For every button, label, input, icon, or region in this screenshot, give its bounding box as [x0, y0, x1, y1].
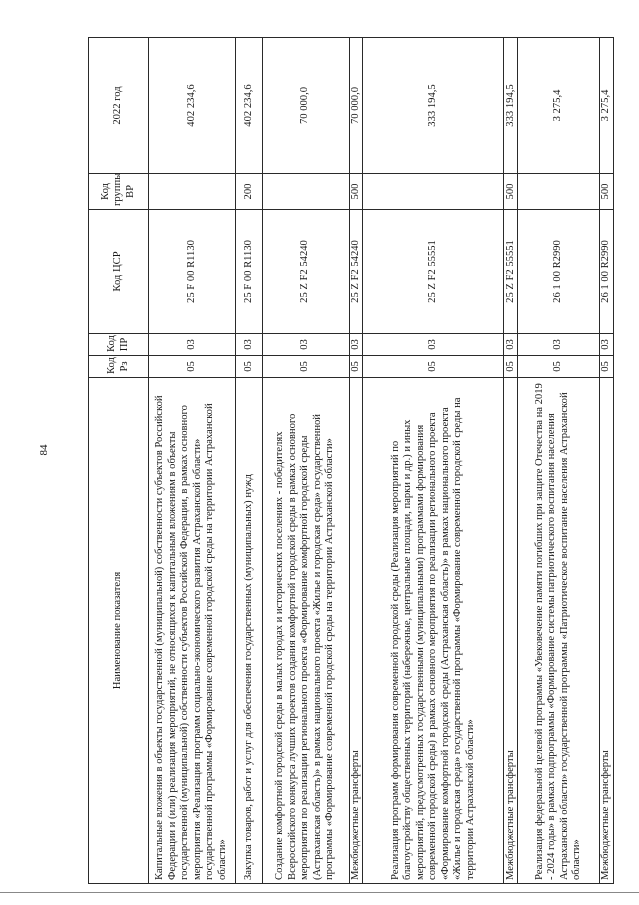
- cell-pr: 03: [149, 334, 236, 356]
- cell-csr: 25 F 00 R1130: [235, 210, 262, 334]
- header-csr: Код ЦСР: [89, 210, 149, 334]
- cell-rz: 05: [235, 356, 262, 378]
- cell-csr: 25 Z F2 54240: [349, 210, 363, 334]
- cell-amount: 3 275,4: [518, 38, 600, 174]
- header-rz: Код Рз: [89, 356, 149, 378]
- header-year: 2022 год: [89, 38, 149, 174]
- cell-amount: 402 234,6: [235, 38, 262, 174]
- header-name: Наименование показателя: [89, 378, 149, 884]
- table-row: [363, 38, 504, 884]
- cell-name: Капитальные вложения в объекты государственной (муниципальной) собственности субъектов Российской Федерации и (или) реализация мероприятий, не относящихся к капитальным вложениям в объекты государственной (муниципальной) собственности субъектов Российской Федерации, в рамках основного мероприятия «Реализация программ социально-экономического развития Астраханской области» государственной программы «Формирование современной городской среды на территории Астраханской области»: [149, 378, 236, 884]
- cell-name: Реализация программ формирования современной городской среды (Реализация мероприятий по благоустройству общественных территорий (набережные, центральные площади, парки и др.) и иных мероприятий, предусмотренных государственными (муниципальными) программами формирования современной городской среды) в рамках основного мероприятия по реализации регионального проекта «Формирование комфортной городской среды (Астраханская область)» в рамках национального проекта «Жилье и городская среда» государственной программы «Формирование современной городской среды на территории Астраханской области»: [363, 378, 504, 884]
- cell-name: Межбюджетные трансферты: [349, 378, 363, 884]
- table-row: [235, 38, 262, 884]
- cell-csr: 26 1 00 R2990: [518, 210, 600, 334]
- cell-vr: 500: [349, 174, 363, 210]
- cell-amount: 333 194,5: [363, 38, 504, 174]
- cell-csr: 25 Z F2 55551: [504, 210, 518, 334]
- cell-csr: 25 Z F2 55551: [363, 210, 504, 334]
- cell-amount: 402 234,6: [149, 38, 236, 174]
- table-header-row: [89, 38, 149, 884]
- cell-name: Межбюджетные трансферты: [504, 378, 518, 884]
- cell-vr: [363, 174, 504, 210]
- cell-vr: 200: [235, 174, 262, 210]
- table-row: [149, 38, 236, 884]
- cell-amount: 70 000,0: [262, 38, 349, 174]
- cell-rz: 05: [262, 356, 349, 378]
- table-row: [504, 38, 518, 884]
- cell-rz: 05: [504, 356, 518, 378]
- cell-name: Закупка товаров, работ и услуг для обеспечения государственных (муниципальных) нужд: [235, 378, 262, 884]
- cell-amount: 70 000,0: [349, 38, 363, 174]
- cell-vr: [518, 174, 600, 210]
- cell-csr: 25 F 00 R1130: [149, 210, 236, 334]
- cell-pr: 03: [518, 334, 600, 356]
- cell-rz: 05: [349, 356, 363, 378]
- cell-rz: 05: [600, 356, 614, 378]
- page-bottom-rule: [0, 892, 639, 893]
- cell-pr: 03: [235, 334, 262, 356]
- cell-amount: 3 275,4: [600, 38, 614, 174]
- cell-rz: 05: [363, 356, 504, 378]
- cell-rz: 05: [518, 356, 600, 378]
- table-row: [518, 38, 600, 884]
- page-number: 84: [38, 444, 50, 456]
- table-row: [600, 38, 614, 884]
- cell-amount: 333 194,5: [504, 38, 518, 174]
- cell-name: Создание комфортной городской среды в малых городах и исторических поселениях - победителях Всероссийского конкурса лучших проектов создания комфортной городской среды в рамках основного мероприятия по реализации регионального проекта «Формирование комфортной городской среды (Астраханская область)» в рамках национального проекта «Жилье и городская среда» государственной программы «Формирование современной городской среды на территории Астраханской области»: [262, 378, 349, 884]
- cell-vr: 500: [504, 174, 518, 210]
- rotated-table-inner: [88, 38, 614, 884]
- cell-pr: 03: [363, 334, 504, 356]
- table-row: [349, 38, 363, 884]
- rotated-table-wrapper: [88, 38, 614, 884]
- header-vr: Код группы ВР: [89, 174, 149, 210]
- table-row: [262, 38, 349, 884]
- cell-pr: 03: [600, 334, 614, 356]
- cell-pr: 03: [349, 334, 363, 356]
- cell-name: Межбюджетные трансферты: [600, 378, 614, 884]
- cell-pr: 03: [504, 334, 518, 356]
- cell-vr: [149, 174, 236, 210]
- cell-pr: 03: [262, 334, 349, 356]
- cell-vr: [262, 174, 349, 210]
- cell-vr: 500: [600, 174, 614, 210]
- cell-name: Реализация федеральной целевой программы «Увековечение памяти погибших при защите Отечества на 2019 - 2024 годы» в рамках подпрограммы «Формирование системы патриотического воспитания населения Астраханской области» государственной программы «Патриотическое воспитание населения Астраханской области»: [518, 378, 600, 884]
- cell-csr: 25 Z F2 54240: [262, 210, 349, 334]
- budget-table: [88, 37, 614, 884]
- cell-rz: 05: [149, 356, 236, 378]
- cell-csr: 26 1 00 R2990: [600, 210, 614, 334]
- header-pr: Код ПР: [89, 334, 149, 356]
